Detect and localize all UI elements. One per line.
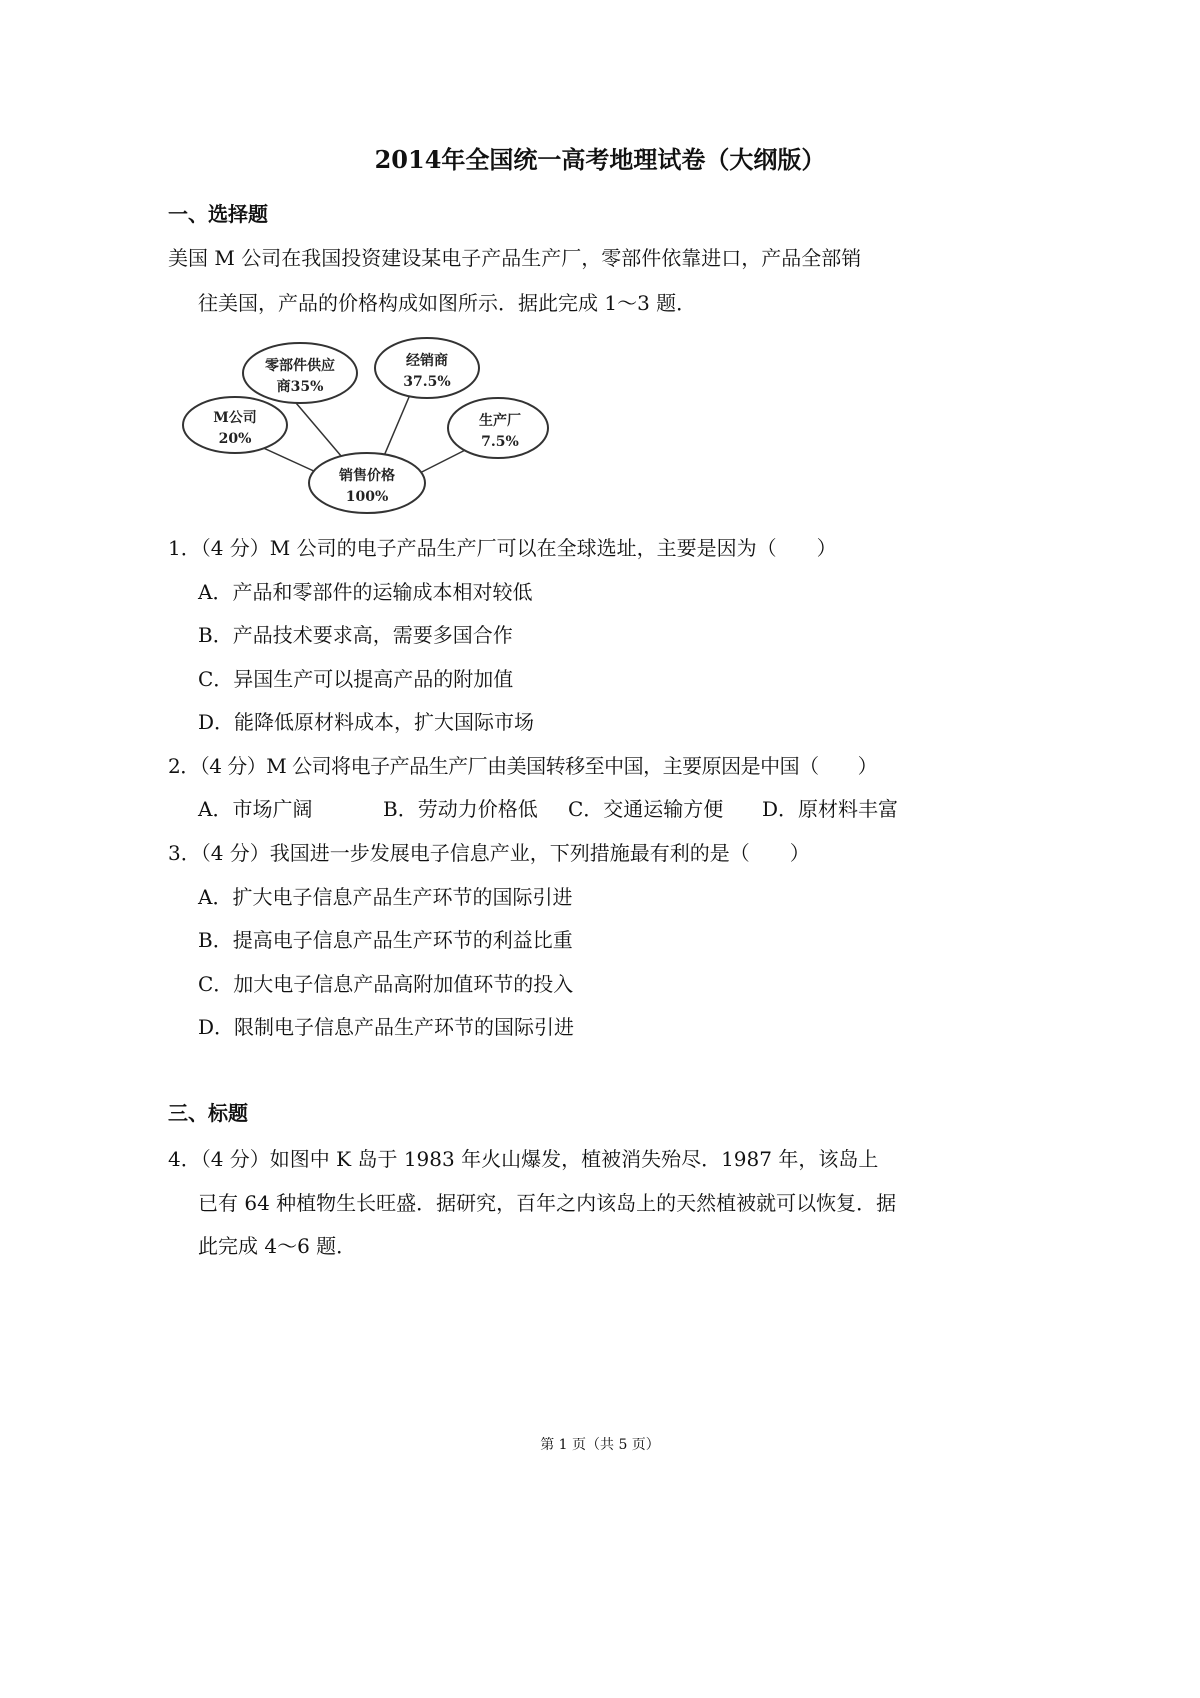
option: C．异国生产可以提高产品的附加值 bbox=[198, 667, 514, 691]
question-stem: 此完成 4～6 题． bbox=[198, 1234, 357, 1258]
option: D．能降低原材料成本，扩大国际市场 bbox=[198, 710, 535, 734]
option: D．限制电子信息产品生产环节的国际引进 bbox=[198, 1015, 575, 1039]
section-heading: 三、标题 bbox=[168, 1101, 248, 1125]
question-stem: 2．（4 分）M 公司将电子产品生产厂由美国转移至中国，主要原因是中国（ ） bbox=[168, 754, 878, 778]
node-value: 7.5% bbox=[481, 434, 519, 450]
option: B．产品技术要求高，需要多国合作 bbox=[198, 623, 513, 647]
option: C．交通运输方便 bbox=[568, 797, 724, 821]
node-label: 生产厂 bbox=[479, 413, 521, 429]
node-value: 37.5% bbox=[403, 374, 451, 390]
option: A．扩大电子信息产品生产环节的国际引进 bbox=[198, 885, 573, 909]
option: C．加大电子信息产品高附加值环节的投入 bbox=[198, 972, 574, 996]
question-stem: 1．（4 分）M 公司的电子产品生产厂可以在全球选址，主要是因为（ ） bbox=[168, 536, 837, 560]
intro-line: 往美国，产品的价格构成如图所示．据此完成 1～3 题． bbox=[198, 291, 697, 315]
node-label: M公司 bbox=[213, 410, 257, 426]
page-title: 2014年全国统一高考地理试卷（大纲版） bbox=[374, 145, 826, 174]
price-diagram bbox=[175, 335, 565, 520]
option: D．原材料丰富 bbox=[762, 797, 899, 821]
question-stem: 4．（4 分）如图中 K 岛于 1983 年火山爆发，植被消失殆尽．1987 年，该岛上 bbox=[168, 1147, 879, 1171]
node-value: 商35% bbox=[276, 379, 324, 395]
section-heading: 一、选择题 bbox=[168, 202, 268, 226]
node-value: 20% bbox=[218, 431, 252, 447]
option: B．提高电子信息产品生产环节的利益比重 bbox=[198, 928, 573, 952]
question-stem: 已有 64 种植物生长旺盛．据研究，百年之内该岛上的天然植被就可以恢复．据 bbox=[198, 1191, 897, 1215]
page-footer: 第 1 页（共 5 页） bbox=[540, 1437, 660, 1453]
node-label: 零部件供应 bbox=[265, 358, 335, 374]
option: A．产品和零部件的运输成本相对较低 bbox=[198, 580, 533, 604]
option: A．市场广阔 bbox=[198, 797, 313, 821]
node-label: 经销商 bbox=[406, 353, 448, 369]
center-label: 销售价格 bbox=[339, 468, 395, 484]
intro-line: 美国 M 公司在我国投资建设某电子产品生产厂，零部件依靠进口，产品全部销 bbox=[168, 246, 862, 270]
question-stem: 3．（4 分）我国进一步发展电子信息产业，下列措施最有利的是（ ） bbox=[168, 841, 810, 865]
option: B．劳动力价格低 bbox=[383, 797, 538, 821]
center-value: 100% bbox=[345, 489, 389, 505]
